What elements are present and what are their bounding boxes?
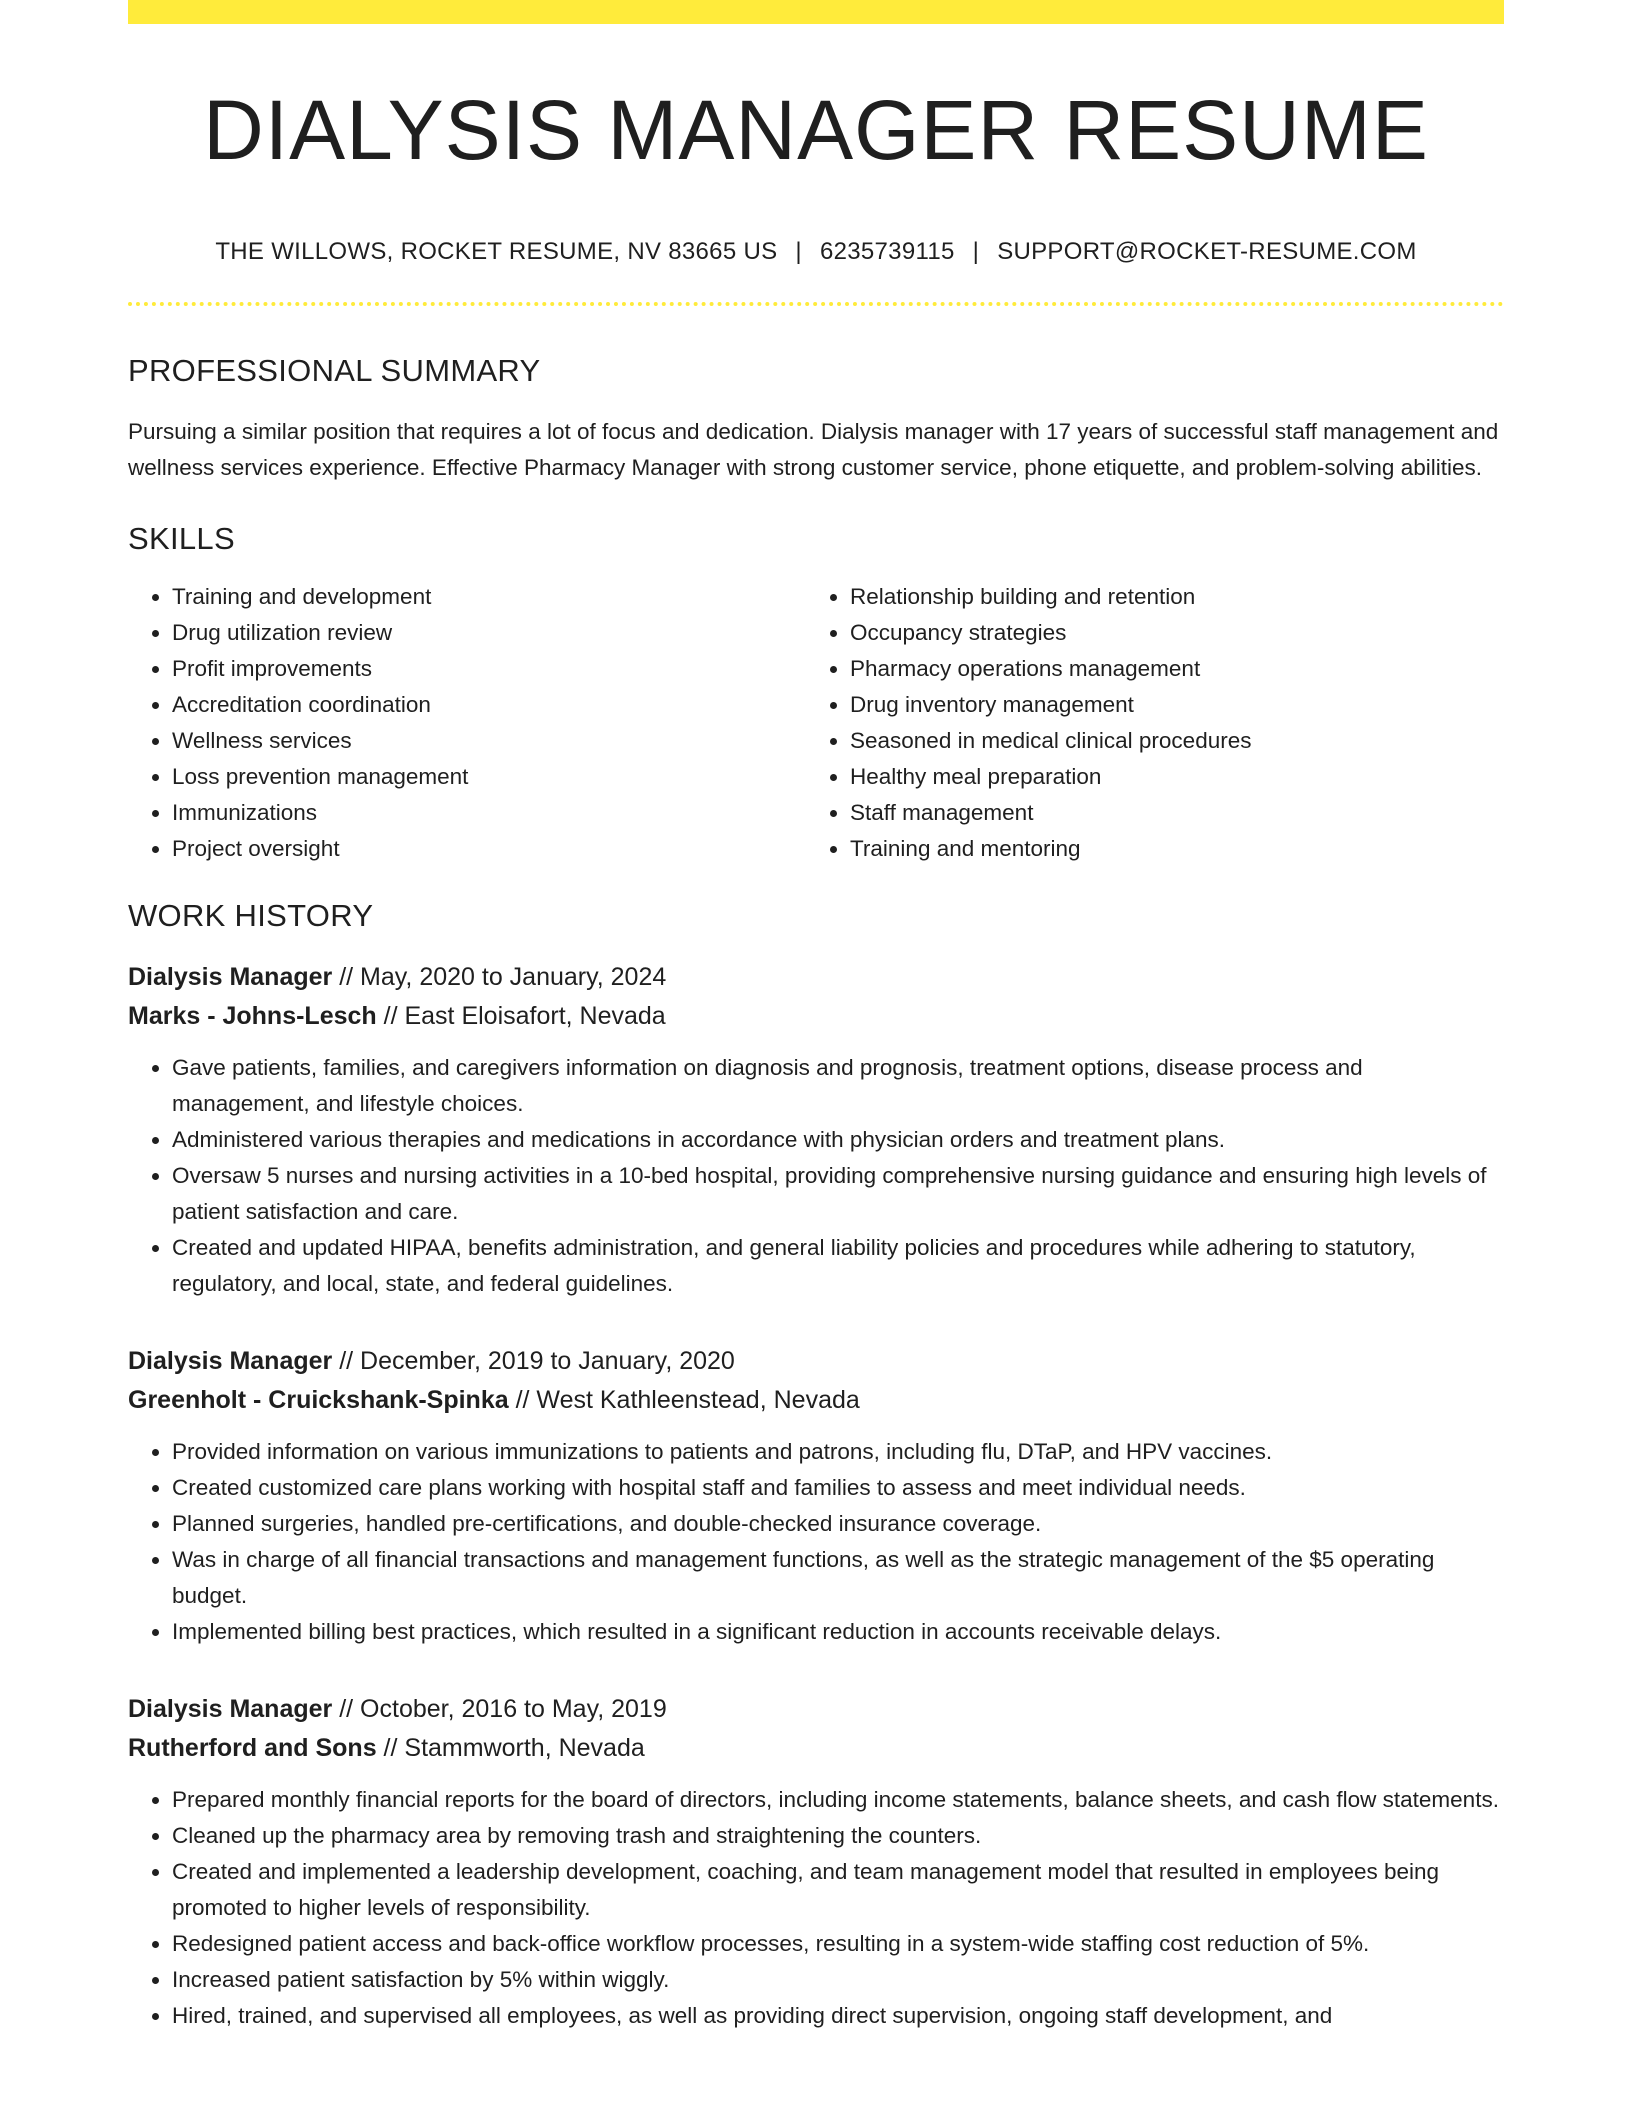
job-title-line (128, 1342, 1504, 1381)
job-title: Dialysis Manager (128, 962, 333, 991)
skills-column-left (128, 579, 806, 867)
job-bullet: • Provided information on various immunizations to patients and patrons, including flu, DTaP, and HPV vaccines. (172, 1434, 1504, 1470)
job-bullet: • Was in charge of all financial transactions and management functions, as well as the strategic management of the $5 operating budget. (172, 1542, 1504, 1614)
job-bullet: • Planned surgeries, handled pre-certifications, and double-checked insurance coverage. (172, 1506, 1504, 1542)
top-accent-bar (128, 0, 1504, 24)
skill-item: • Staff management (850, 795, 1484, 831)
job-company-line (128, 997, 1504, 1036)
job-bullet: • Created and updated HIPAA, benefits administration, and general liability policies and procedures while adhering to statutory, regulatory, and local, state, and federal guidelines. (172, 1230, 1504, 1302)
skill-item: • Relationship building and retention (850, 579, 1484, 615)
summary-text: Pursuing a similar position that requires a lot of focus and dedication. Dialysis manager with 17 years of successful staff management and wellness services experience. Effective Pharmacy Manager with strong customer service, phone etiquette, and problem-solving abilities. (128, 418, 1499, 480)
job-bullet: • Cleaned up the pharmacy area by removing trash and straightening the counters. (172, 1818, 1504, 1854)
job-bullet: • Administered various therapies and medications in accordance with physician orders and treatment plans. (172, 1122, 1504, 1158)
job-entry (128, 958, 1504, 1302)
job-company: Greenholt - Cruickshank-Spinka (128, 1385, 509, 1414)
job-dates: // December, 2019 to January, 2020 (332, 1346, 735, 1375)
section-heading-summary: PROFESSIONAL SUMMARY (128, 353, 541, 389)
job-company: Rutherford and Sons (128, 1733, 377, 1762)
job-bullet: • Increased patient satisfaction by 5% within wiggly. (172, 1962, 1504, 1998)
section-heading-skills: SKILLS (128, 520, 235, 556)
skills-list (128, 579, 1504, 867)
job-bullet: • Created customized care plans working with hospital staff and families to assess and meet individual needs. (172, 1470, 1504, 1506)
job-bullet: • Gave patients, families, and caregivers information on diagnosis and prognosis, treatment options, disease process and management, and lifestyle choices. (172, 1050, 1504, 1122)
section-heading-work-history: WORK HISTORY (128, 897, 374, 933)
skill-item: • Wellness services (172, 723, 806, 759)
job-title: Dialysis Manager (128, 1346, 333, 1375)
job-bullet: • Created and implemented a leadership development, coaching, and team management model that resulted in employees being promoted to higher levels of responsibility. (172, 1854, 1504, 1926)
skill-item: • Drug inventory management (850, 687, 1484, 723)
contact-separator: | (972, 238, 980, 266)
job-bullet: • Implemented billing best practices, which resulted in a significant reduction in accounts receivable delays. (172, 1614, 1504, 1650)
job-dates: // October, 2016 to May, 2019 (332, 1694, 667, 1723)
dotted-divider (128, 302, 1504, 306)
job-entry (128, 1342, 1504, 1650)
job-company: Marks - Johns-Lesch (128, 1001, 377, 1030)
job-bullets (128, 1434, 1504, 1650)
job-title-line (128, 1690, 1504, 1729)
job-bullet: • Redesigned patient access and back-office workflow processes, resulting in a system-wide staffing cost reduction of 5%. (172, 1926, 1504, 1962)
job-dates: // May, 2020 to January, 2024 (332, 962, 667, 991)
resume-page (128, 0, 1504, 2034)
job-title-line (128, 958, 1504, 997)
skill-item: • Drug utilization review (172, 615, 806, 651)
job-title: Dialysis Manager (128, 1694, 333, 1723)
skill-item: • Training and development (172, 579, 806, 615)
contact-line (128, 238, 1504, 266)
job-location: // Stammworth, Nevada (376, 1733, 645, 1762)
job-bullet: • Prepared monthly financial reports for the board of directors, including income statements, balance sheets, and cash flow statements. (172, 1782, 1504, 1818)
skills-column-right (806, 579, 1484, 867)
skill-item: • Accreditation coordination (172, 687, 806, 723)
skill-item: • Pharmacy operations management (850, 651, 1484, 687)
contact-phone: 6235739115 (819, 238, 955, 266)
skill-item: • Project oversight (172, 831, 806, 867)
skill-item: • Profit improvements (172, 651, 806, 687)
job-bullet: • Oversaw 5 nurses and nursing activities in a 10-bed hospital, providing comprehensive nursing guidance and ensuring high levels of patient satisfaction and care. (172, 1158, 1504, 1230)
skill-item: • Loss prevention management (172, 759, 806, 795)
job-location: // West Kathleenstead, Nevada (508, 1385, 860, 1414)
resume-title: DIALYSIS MANAGER RESUME (203, 83, 1429, 177)
job-company-line (128, 1381, 1504, 1420)
job-company-line (128, 1729, 1504, 1768)
job-location: // East Eloisafort, Nevada (376, 1001, 666, 1030)
skill-item: • Healthy meal preparation (850, 759, 1484, 795)
skill-item: • Immunizations (172, 795, 806, 831)
job-entry (128, 1690, 1504, 2034)
job-bullet: • Hired, trained, and supervised all employees, as well as providing direct supervision, ongoing staff development, and (172, 1998, 1504, 2034)
skill-item: • Seasoned in medical clinical procedures (850, 723, 1484, 759)
skill-item: • Training and mentoring (850, 831, 1484, 867)
job-bullets (128, 1782, 1504, 2034)
skill-item: • Occupancy strategies (850, 615, 1484, 651)
contact-email: SUPPORT@ROCKET-RESUME.COM (997, 238, 1417, 266)
job-bullets (128, 1050, 1504, 1302)
contact-separator: | (795, 238, 802, 266)
contact-address: THE WILLOWS, ROCKET RESUME, NV 83665 US (215, 238, 778, 266)
